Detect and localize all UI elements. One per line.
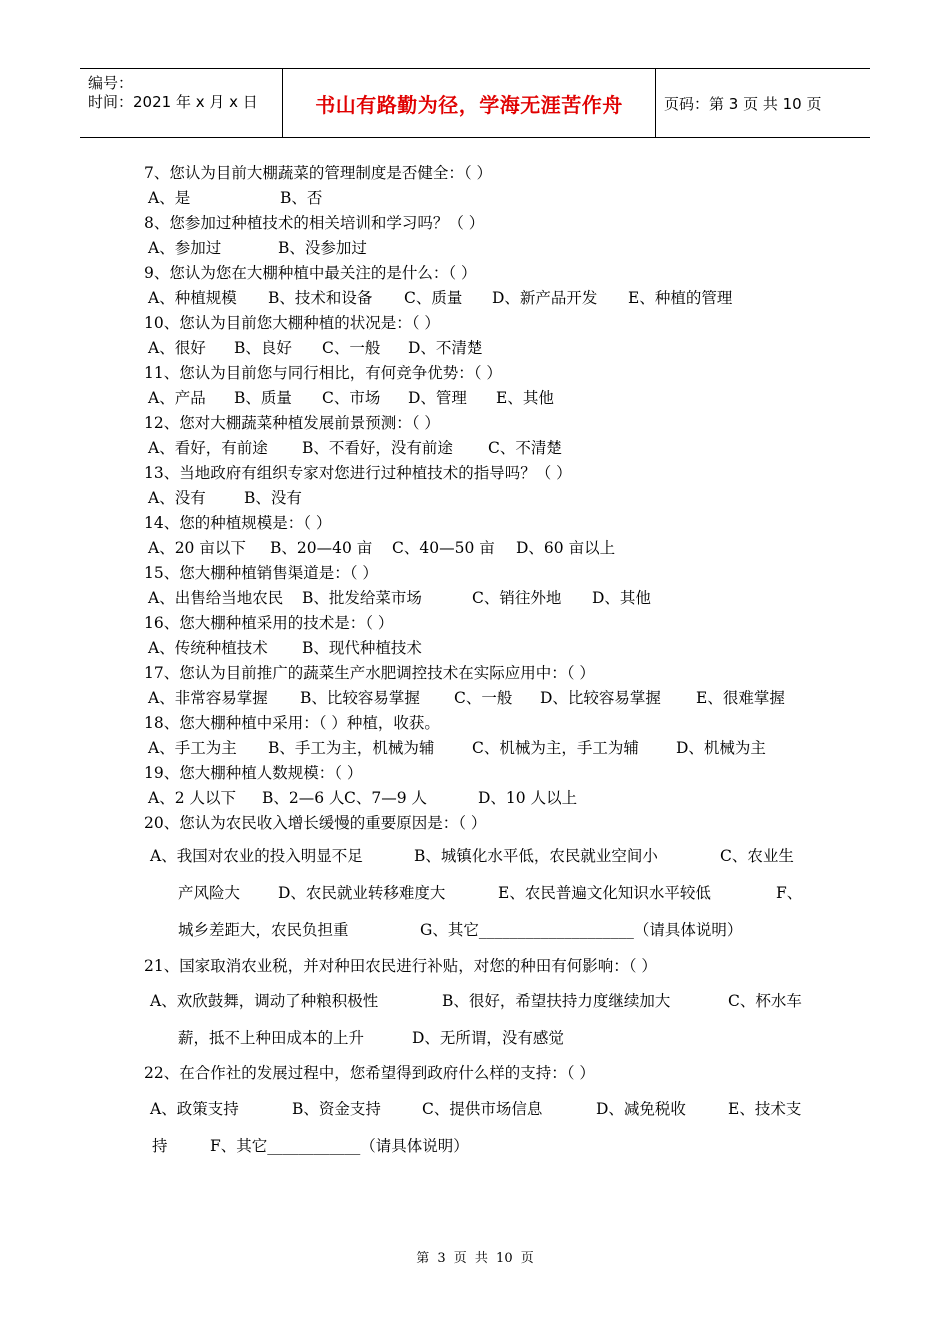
time-label: 时间：2021 年 x 月 x 日 (88, 93, 258, 111)
option: D、农民就业转移难度大 (278, 884, 446, 902)
option: C、销往外地 (472, 589, 562, 607)
option: B、良好 (234, 339, 292, 357)
option: A、参加过 (148, 239, 222, 257)
option: A、2 人以下 (148, 789, 236, 807)
option: A、是 (148, 189, 191, 207)
option: D、60 亩以上 (516, 539, 616, 557)
option: D、管理 (408, 389, 467, 407)
option: A、手工为主 (148, 739, 237, 757)
question-13: 13、当地政府有组织专家对您进行过种植技术的指导吗？（ ） (144, 464, 572, 482)
option: D、10 人以上 (478, 789, 578, 807)
option: B、资金支持 (292, 1100, 381, 1118)
question-11: 11、您认为目前您与同行相比，有何竞争优势：（ ） (144, 364, 502, 382)
option: B、技术和设备 (268, 289, 373, 307)
header-page-cell (656, 69, 878, 137)
option: B、质量 (234, 389, 292, 407)
option: C、市场 (322, 389, 381, 407)
option: B、没有 (244, 489, 302, 507)
option: C、40—50 亩 (392, 539, 495, 557)
question-14: 14、您的种植规模是：（ ） (144, 514, 332, 532)
option: 持 (152, 1137, 168, 1155)
question-16: 16、您大棚种植采用的技术是：（ ） (144, 614, 394, 632)
question-15: 15、您大棚种植销售渠道是：（ ） (144, 564, 378, 582)
option: B、很好，希望扶持力度继续加大 (442, 992, 671, 1010)
option: B、手工为主，机械为辅 (268, 739, 435, 757)
option: D、其他 (592, 589, 651, 607)
option: C、机械为主，手工为辅 (472, 739, 639, 757)
option: F、 (776, 884, 803, 902)
question-10: 10、您认为目前您大棚种植的状况是：（ ） (144, 314, 440, 332)
option: B、2—6 人 (262, 789, 345, 807)
option: B、没参加过 (278, 239, 367, 257)
option: B、比较容易掌握 (300, 689, 420, 707)
page-footer: 第 3 页 共 10 页 (416, 1251, 534, 1266)
question-19: 19、您大棚种植人数规模：（ ） (144, 764, 363, 782)
option: C、杯水车 (728, 992, 802, 1010)
option: D、无所谓，没有感觉 (412, 1029, 564, 1047)
option: A、欢欣鼓舞，调动了种粮积极性 (150, 992, 379, 1010)
option: D、机械为主 (676, 739, 766, 757)
header-meta-cell (80, 69, 282, 137)
option: C、农业生 (720, 847, 794, 865)
option: A、产品 (148, 389, 206, 407)
option: E、种植的管理 (628, 289, 733, 307)
option: B、不看好，没有前途 (302, 439, 453, 457)
option: A、出售给当地农民 (148, 589, 284, 607)
option: F、其它____________（请具体说明） (210, 1137, 469, 1155)
option: A、没有 (148, 489, 206, 507)
option: C、提供市场信息 (422, 1100, 543, 1118)
option: B、20—40 亩 (270, 539, 373, 557)
question-18: 18、您大棚种植中采用：（ ）种植，收获。 (144, 714, 440, 732)
question-20: 20、您认为农民收入增长缓慢的重要原因是：（ ） (144, 814, 487, 832)
document-header (80, 68, 870, 138)
option: 薪，抵不上种田成本的上升 (178, 1029, 365, 1047)
option: A、20 亩以下 (148, 539, 246, 557)
question-22: 22、在合作社的发展过程中，您希望得到政府什么样的支持：（ ） (144, 1064, 595, 1082)
question-17: 17、您认为目前推广的蔬菜生产水肥调控技术在实际应用中：（ ） (144, 664, 595, 682)
option: 城乡差距大，农民负担重 (178, 921, 349, 939)
option: C、不清楚 (488, 439, 562, 457)
question-21: 21、国家取消农业税，并对种田农民进行补贴，对您的种田有何影响：（ ） (144, 957, 657, 975)
option: C、质量 (404, 289, 463, 307)
option: C、7—9 人 (344, 789, 428, 807)
question-12: 12、您对大棚蔬菜种植发展前景预测：（ ） (144, 414, 440, 432)
option: A、政策支持 (150, 1100, 239, 1118)
option: C、一般 (454, 689, 513, 707)
option: A、传统种植技术 (148, 639, 268, 657)
header-motto-cell (282, 69, 656, 137)
option: A、很好 (148, 339, 206, 357)
option: A、种植规模 (148, 289, 237, 307)
option: A、非常容易掌握 (148, 689, 268, 707)
option: B、否 (280, 189, 323, 207)
question-9: 9、您认为您在大棚种植中最关注的是什么：（ ） (144, 264, 477, 282)
option: E、技术支 (728, 1100, 802, 1118)
option: E、农民普遍文化知识水平较低 (498, 884, 711, 902)
page-info: 页码：第 3 页 共 10 页 (664, 94, 822, 113)
option: E、很难掌握 (696, 689, 785, 707)
number-label: 编号： (88, 74, 134, 92)
motto-text: 书山有路勤为径，学海无涯苦作舟 (315, 92, 623, 117)
option: A、我国对农业的投入明显不足 (150, 847, 363, 865)
option: E、其他 (496, 389, 554, 407)
option: D、新产品开发 (492, 289, 598, 307)
option: C、一般 (322, 339, 381, 357)
option: A、看好，有前途 (148, 439, 268, 457)
option: B、批发给菜市场 (302, 589, 422, 607)
option: D、减免税收 (596, 1100, 686, 1118)
option: G、其它____________________（请具体说明） (420, 921, 743, 939)
option: 产风险大 (178, 884, 241, 902)
option: D、比较容易掌握 (540, 689, 661, 707)
question-8: 8、您参加过种植技术的相关培训和学习吗？（ ） (144, 214, 485, 232)
option: B、城镇化水平低，农民就业空间小 (414, 847, 658, 865)
option: D、不清楚 (408, 339, 483, 357)
question-7: 7、您认为目前大棚蔬菜的管理制度是否健全：（ ） (144, 164, 493, 182)
option: B、现代种植技术 (302, 639, 422, 657)
